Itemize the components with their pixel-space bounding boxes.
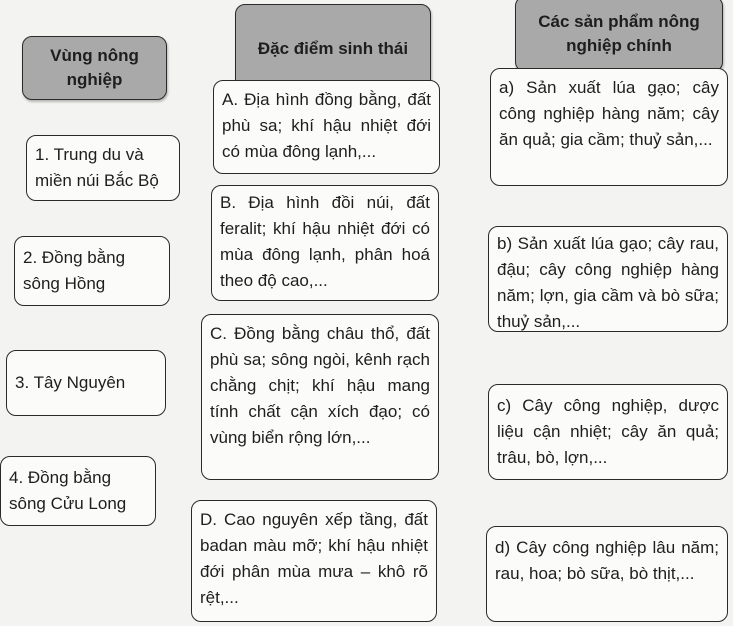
product-box-d[interactable]: d) Cây công nghiệp lâu năm; rau, hoa; bò sữa, bò thịt,... (486, 526, 728, 622)
region-box-4[interactable]: 4. Đồng bằng sông Cửu Long (0, 456, 156, 526)
header-products: Các sản phẩm nông nghiệp chính (515, 0, 723, 72)
ecology-box-b[interactable]: B. Địa hình đồi núi, đất feralit; khí hậu nhiệt đới có mùa đông lạnh, phân hoá theo độ cao,... (211, 185, 439, 301)
header-regions: Vùng nông nghiệp (22, 36, 167, 100)
region-box-2[interactable]: 2. Đồng bằng sông Hồng (14, 236, 170, 306)
product-box-b[interactable]: b) Sản xuất lúa gạo; cây rau, đậu; cây công nghiệp hàng năm; lợn, gia cầm và bò sữa; thuỷ sản,... (488, 226, 728, 332)
ecology-box-c[interactable]: C. Đồng bằng châu thổ, đất phù sa; sông ngòi, kênh rạch chằng chịt; khí hậu mang tính chất cận xích đạo; có vùng biển rộng lớn,... (201, 314, 439, 480)
region-box-3[interactable]: 3. Tây Nguyên (6, 350, 166, 416)
header-ecology: Đặc điểm sinh thái (235, 4, 431, 94)
region-box-1[interactable]: 1. Trung du và miền núi Bắc Bộ (26, 135, 180, 201)
product-box-a[interactable]: a) Sản xuất lúa gạo; cây công nghiệp hàng năm; cây ăn quả; gia cầm; thuỷ sản,... (490, 68, 728, 186)
ecology-box-d[interactable]: D. Cao nguyên xếp tầng, đất badan màu mỡ; khí hậu nhiệt đới phân mùa mưa – khô rõ rệt,... (191, 500, 437, 622)
product-box-c[interactable]: c) Cây công nghiệp, dược liệu cận nhiệt; cây ăn quả; trâu, bò, lợn,... (488, 384, 728, 480)
ecology-box-a[interactable]: A. Địa hình đồng bằng, đất phù sa; khí hậu nhiệt đới có mùa đông lạnh,... (213, 80, 440, 174)
